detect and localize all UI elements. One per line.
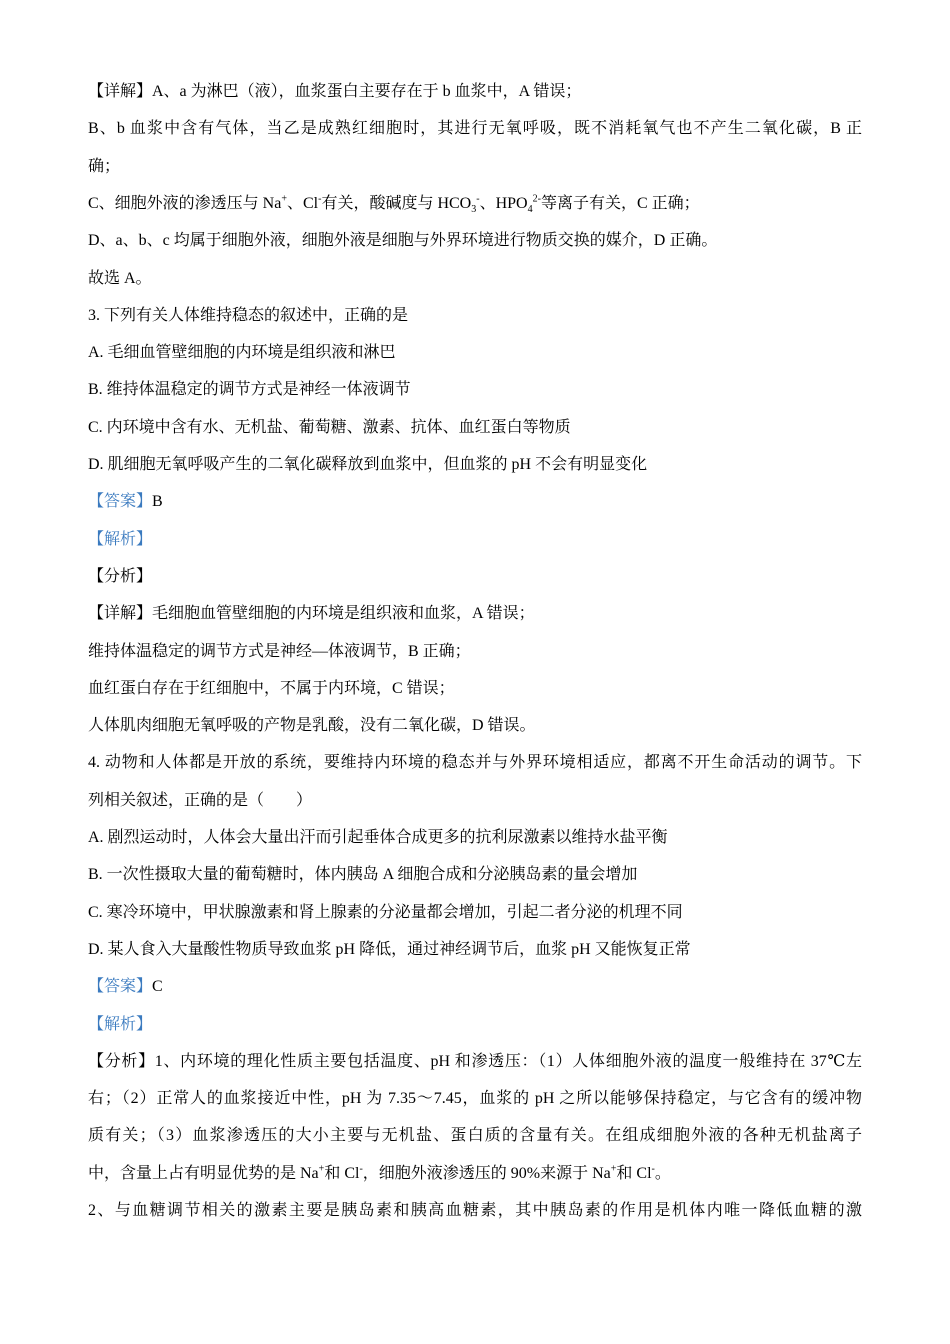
text-segment: ，细胞外液渗透压的 90%来源于 Na bbox=[362, 1164, 611, 1182]
text-line bbox=[88, 679, 862, 699]
text-segment: 【分析】 bbox=[88, 567, 153, 585]
text-line bbox=[88, 82, 862, 102]
text-line bbox=[88, 1015, 862, 1035]
text-segment: C bbox=[152, 978, 163, 996]
text-segment: 和 Cl bbox=[616, 1164, 652, 1182]
text-segment: 和 Cl bbox=[324, 1164, 360, 1182]
text-line bbox=[88, 269, 862, 289]
text-line bbox=[88, 567, 862, 587]
text-segment: 右；（2）正常人的血浆接近中性，pH 为 7.35～7.45，血浆的 pH 之所以能够保持稳定，与它含有的缓冲物 bbox=[88, 1090, 862, 1108]
text-line bbox=[88, 903, 862, 923]
supscript-text: - bbox=[476, 193, 480, 205]
text-segment: 4. 动物和人体都是开放的系统，要维持内环境的稳态并与外界环境相适应，都离不开生命活动的调节。下 bbox=[88, 754, 862, 772]
text-line bbox=[88, 791, 862, 811]
supscript-text: - bbox=[359, 1163, 363, 1175]
text-line bbox=[88, 1201, 862, 1221]
text-segment: A. 剧烈运动时，人体会大量出汗而引起垂体合成更多的抗利尿激素以维持水盐平衡 bbox=[88, 829, 668, 846]
text-line bbox=[88, 492, 862, 512]
text-segment: D. 肌细胞无氧呼吸产生的二氧化碳释放到血浆中，但血浆的 pH 不会有明显变化 bbox=[88, 456, 648, 473]
text-line bbox=[88, 455, 862, 475]
section-label: 【答案】 bbox=[88, 493, 153, 511]
text-line bbox=[88, 828, 862, 848]
text-segment: 中，含量上占有明显优势的是 Na bbox=[88, 1164, 319, 1182]
text-segment: B、b 血浆中含有气体，当乙是成熟红细胞时，其进行无氧呼吸，既不消耗氧气也不产生二氧化碳，B 正 bbox=[88, 120, 862, 138]
text-line bbox=[88, 157, 862, 177]
subscript-text: 3 bbox=[471, 204, 477, 216]
text-segment: 维持体温稳定的调节方式是神经—体液调节，B 正确； bbox=[88, 642, 471, 660]
text-segment: C. 寒冷环境中，甲状腺激素和肾上腺素的分泌量都会增加，引起二者分泌的机理不同 bbox=[88, 903, 683, 921]
text-line bbox=[88, 716, 862, 736]
text-segment: 列相关叙述，正确的是（ ） bbox=[88, 791, 313, 809]
text-segment: 故选 A。 bbox=[88, 269, 152, 287]
text-segment: B bbox=[152, 493, 163, 511]
text-line bbox=[88, 977, 862, 997]
text-line bbox=[88, 1164, 862, 1184]
text-segment: 有关，酸碱度与 HCO bbox=[321, 194, 472, 212]
text-segment: B. 一次性摄取大量的葡萄糖时，体内胰岛 A 细胞合成和分泌胰岛素的量会增加 bbox=[88, 866, 638, 884]
text-segment: B. 维持体温稳定的调节方式是神经一体液调节 bbox=[88, 381, 411, 399]
text-segment: 3. 下列有关人体维持稳态的叙述中，正确的是 bbox=[88, 306, 409, 324]
subscript-text: 4 bbox=[527, 204, 533, 216]
text-segment: C、细胞外液的渗透压与 Na bbox=[88, 194, 282, 212]
text-segment: 【分析】1、内环境的理化性质主要包括温度、pH 和渗透压：（1）人体细胞外液的温度一般维持在 37℃左 bbox=[88, 1052, 862, 1070]
text-segment: 质有关；（3）血浆渗透压的大小主要与无机盐、蛋白质的含量有关。在组成细胞外液的各种无机盐离子 bbox=[88, 1127, 862, 1145]
text-line bbox=[88, 119, 862, 139]
text-line bbox=[88, 380, 862, 400]
text-line bbox=[88, 343, 862, 363]
supscript-text: + bbox=[318, 1163, 325, 1175]
text-segment: D、a、b、c 均属于细胞外液，细胞外液是细胞与外界环境进行物质交换的媒介，D 正确。 bbox=[88, 232, 718, 250]
text-segment: 确； bbox=[88, 157, 121, 175]
supscript-text: - bbox=[318, 193, 322, 205]
text-segment: 、Cl bbox=[286, 194, 319, 212]
text-segment: 等离子有关，C 正确； bbox=[540, 194, 700, 212]
text-segment: 血红蛋白存在于红细胞中，不属于内环境，C 错误； bbox=[88, 679, 455, 697]
text-segment: D. 某人食入大量酸性物质导致血浆 pH 降低，通过神经调节后，血浆 pH 又能恢复正常 bbox=[88, 940, 691, 958]
text-segment: C. 内环境中含有水、无机盐、葡萄糖、激素、抗体、血红蛋白等物质 bbox=[88, 418, 571, 436]
text-segment: 人体肌肉细胞无氧呼吸的产物是乳酸，没有二氧化碳，D 错误。 bbox=[88, 717, 536, 735]
text-line bbox=[88, 194, 862, 214]
text-line bbox=[88, 865, 862, 885]
text-line bbox=[88, 231, 862, 251]
text-line bbox=[88, 604, 862, 624]
text-line bbox=[88, 418, 862, 438]
supscript-text: + bbox=[281, 193, 287, 205]
text-line bbox=[88, 1089, 862, 1109]
section-label: 【解析】 bbox=[88, 1015, 153, 1033]
text-line bbox=[88, 306, 862, 326]
text-segment: 、HPO bbox=[479, 194, 528, 212]
supscript-text: - bbox=[651, 1163, 655, 1175]
text-segment: 2、与血糖调节相关的激素主要是胰岛素和胰高血糖素，其中胰岛素的作用是机体内唯一降低血糖的激 bbox=[88, 1202, 862, 1219]
text-segment: 【详解】A、a 为淋巴（液），血浆蛋白主要存在于 b 血浆中，A 错误； bbox=[88, 83, 582, 100]
text-line bbox=[88, 642, 862, 662]
text-line bbox=[88, 753, 862, 773]
text-line bbox=[88, 940, 862, 960]
text-line bbox=[88, 1126, 862, 1146]
supscript-text: + bbox=[610, 1163, 617, 1175]
text-segment: A. 毛细血管壁细胞的内环境是组织液和淋巴 bbox=[88, 344, 396, 362]
section-label: 【答案】 bbox=[88, 978, 153, 996]
text-segment: 【详解】毛细胞血管壁细胞的内环境是组织液和血浆，A 错误； bbox=[88, 605, 535, 623]
section-label: 【解析】 bbox=[88, 530, 153, 548]
text-segment: 。 bbox=[654, 1164, 671, 1182]
text-line bbox=[88, 530, 862, 550]
text-line bbox=[88, 1052, 862, 1072]
supscript-text: 2- bbox=[532, 193, 541, 205]
